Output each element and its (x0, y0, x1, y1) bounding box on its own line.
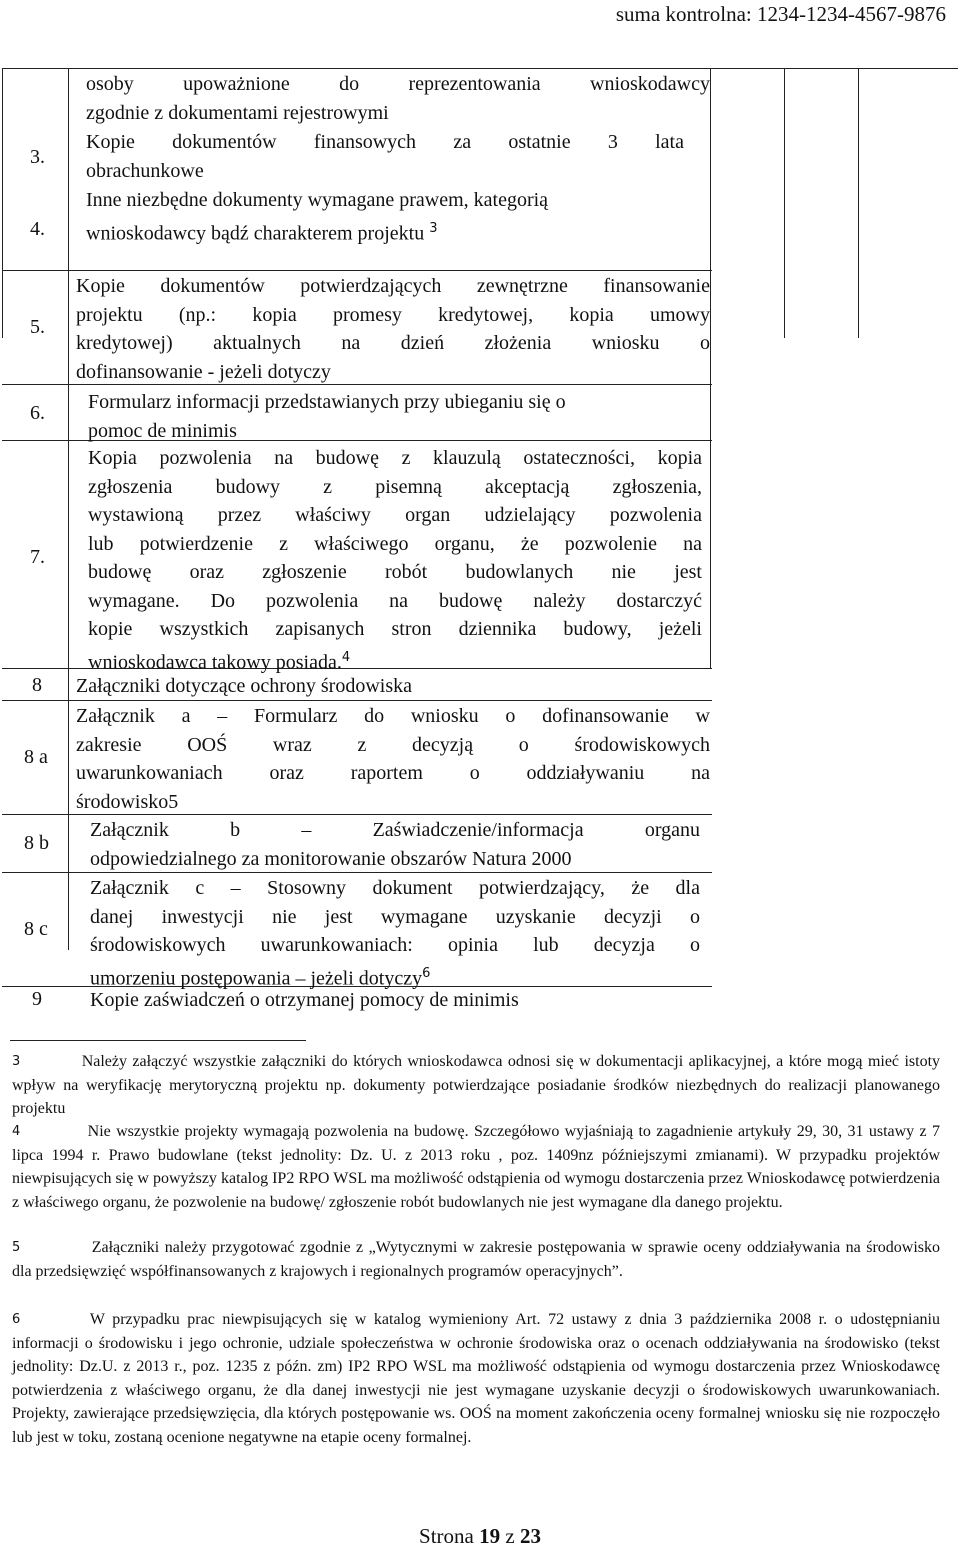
page-label: Strona (419, 1524, 474, 1548)
document-checksum: suma kontrolna: 1234-1234-4567-9876 (615, 2, 946, 26)
text-line: Załącznik c – Stosowny dokument potwierdzający, że dla (90, 877, 700, 899)
text-line: Kopie dokumentów finansowych za ostatnie 3 lata (86, 131, 684, 153)
text-line: pomoc de minimis (88, 419, 237, 442)
text-line: Załącznik a – Formularz do wniosku o dofinansowanie w (76, 705, 710, 727)
footnote-text: Należy załączyć wszystkie załączniki do których wnioskodawca odnosi się w dokumentacji aplikacyjnej, a które mogą mieć istoty wpływ na weryfikację merytoryczną projektu np. dokumenty potwierdzające posiadanie środków niezbędnych do realizacji planowanego projektu (12, 1053, 941, 1117)
footnote-separator (10, 1040, 306, 1041)
footnote-text: Załączniki należy przygotować zgodnie z „Wytycznymi w zakresie postępowania w sprawie oceny oddziaływania na środowisko dla przedsięwzięć współfinansowanych z krajowych i regionalnych programów operacyjnych”. (12, 1239, 941, 1280)
footnote-mark: 5 (12, 1240, 21, 1255)
table-rule (68, 68, 69, 950)
table-rule (858, 68, 859, 338)
text-line: zgłoszenia budowy z pisemną akceptacją zgłoszenia, (88, 475, 702, 498)
row-text (76, 702, 710, 816)
text-line: lub potwierdzenie z właściwego organu, że pozwolenie na (88, 532, 702, 555)
text-line: kredytowej) aktualnych na dzień złożenia wniosku o (76, 332, 710, 354)
text-line: Kopie dokumentów potwierdzających zewnętrzne finansowanie (76, 275, 710, 297)
footnote-ref: 6 (422, 965, 431, 981)
row-number: 6. (30, 402, 45, 424)
footnote-ref: 4 (341, 649, 351, 665)
text-line: Załączniki dotyczące ochrony środowiska (76, 675, 412, 697)
table-rule (784, 68, 785, 338)
text-line: Kopie zaświadczeń o otrzymanej pomocy de minimis (90, 989, 519, 1011)
row-text (88, 444, 702, 677)
row-text (90, 816, 700, 873)
row-text (86, 70, 710, 127)
table-rule (2, 270, 712, 271)
footnote-mark: 4 (12, 1124, 21, 1139)
text-line: odpowiedzialnego za monitorowanie obszarów Natura 2000 (90, 847, 572, 870)
table-rule (710, 68, 711, 668)
text-line: wnioskodawcy bądź charakterem projektu (86, 222, 425, 245)
row-number: 8 c (24, 918, 48, 940)
row-number: 8 a (24, 746, 48, 768)
footnote-mark: 6 (12, 1312, 21, 1327)
row-text (76, 272, 710, 386)
row-number: 8 (32, 674, 42, 696)
row-text (90, 986, 710, 1015)
text-line: środowiskowych uwarunkowaniach: opinia lub decyzja o (90, 934, 700, 956)
text-line: wnioskodawca takowy posiada. (88, 651, 342, 674)
footnote (12, 1050, 940, 1121)
row-number: 7. (30, 546, 45, 568)
footnote (12, 1308, 940, 1449)
text-line: wymagane. Do pozwolenia na budowę należy dostarczyć (88, 589, 702, 612)
footnote (12, 1236, 940, 1283)
page-number (0, 1524, 960, 1549)
text-line: wystawioną przez właściwy organ udzielający pozwolenia (88, 504, 702, 526)
row-number: 9 (32, 988, 42, 1010)
text-line: Formularz informacji przedstawianych przy ubieganiu się o (88, 391, 566, 413)
row-text (76, 672, 696, 701)
footnote-text: W przypadku prac niewpisujących się w katalog wymieniony Art. 72 ustawy z dnia 3 października 2008 r. o udostępnianiu informacji o środowisku i jego ochronie, udziale społeczeństwa w ochronie środowiska oraz o ocenach oddziaływania na środowisko (tekst jednolity: Dz.U. z 2013 r., poz. 1235 z późn. zm) IP2 RPO WSL ma możliwość odstąpienia od wymogu dostarczenia przez Wnioskodawcę potwierdzenia z właściwego organu, że dla danej inwestycji nie jest wymagane uzyskanie decyzji o środowiskowych uwarunkowaniach. Projekty, zawierające przedsięwzięcia, dla których postępowanie ws. OOŚ na moment zakończenia oceny formalnej wniosku się nie rozpoczęło lub jest w toku, zostaną ocenione negatywne na etapie oceny formalnej. (12, 1311, 941, 1446)
footnote-text: Nie wszystkie projekty wymagają pozwolenia na budowę. Szczegółowo wyjaśniają to zagadnienie artykuły 29, 30, 31 ustawy z 7 lipca 1994 r. Prawo budowlane (tekst jednolity: Dz. U. z 2013 roku , poz. 1409nz późniejszymi zmianami). W przypadku projektów niewpisujących się w powyższy katalog IP2 RPO WSL ma możliwość odstąpienia od wymogu dostarczenia przez Wnioskodawcę potwierdzenia z właściwego organu, że pozwolenie na budowę/ zgłoszenie robót budowlanych nie jest wymagane dla danego projektu. (12, 1123, 940, 1211)
text-line: środowisko5 (76, 790, 179, 813)
footnote-ref: 3 (429, 220, 438, 236)
page-of: z (505, 1524, 515, 1548)
row-text (86, 186, 706, 248)
footnote-mark: 3 (12, 1054, 21, 1069)
text-line: uwarunkowaniach oraz raportem o oddziaływaniu na (76, 762, 710, 784)
row-number: 8 b (24, 832, 49, 854)
text-line: kopie wszystkich zapisanych stron dziennika budowy, jeżeli (88, 618, 702, 640)
text-line: Załącznik b – Zaświadczenie/informacja organu (90, 819, 700, 841)
text-line: danej inwestycji nie jest wymagane uzyskanie decyzji o (90, 905, 700, 928)
text-line: Kopia pozwolenia na budowę z klauzulą ostateczności, kopia (88, 447, 702, 469)
page-current: 19 (479, 1524, 501, 1548)
text-line: zgodnie z dokumentami rejestrowymi (86, 101, 389, 124)
text-line: zakresie OOŚ wraz z decyzją o środowiskowych (76, 733, 710, 756)
table-rule (2, 68, 958, 69)
row-text (90, 874, 700, 993)
row-number: 3. (30, 146, 45, 168)
row-number: 5. (30, 316, 45, 338)
text-line: budowę oraz zgłoszenie robót budowlanych nie jest (88, 561, 702, 583)
row-text (88, 388, 708, 445)
text-line: projektu (np.: kopia promesy kredytowej, kopia umowy (76, 303, 710, 326)
table-rule (2, 68, 3, 338)
text-line: dofinansowanie - jeżeli dotyczy (76, 360, 331, 383)
text-line: Inne niezbędne dokumenty wymagane prawem, kategorią (86, 189, 549, 211)
footnote (12, 1120, 940, 1214)
row-number: 4. (30, 218, 45, 240)
text-line: umorzeniu postępowania – jeżeli dotyczy (90, 967, 423, 990)
page-total: 23 (519, 1524, 541, 1548)
row-text (86, 128, 684, 185)
text-line: osoby upoważnione do reprezentowania wnioskodawcy (86, 73, 710, 95)
text-line: obrachunkowe (86, 159, 204, 182)
